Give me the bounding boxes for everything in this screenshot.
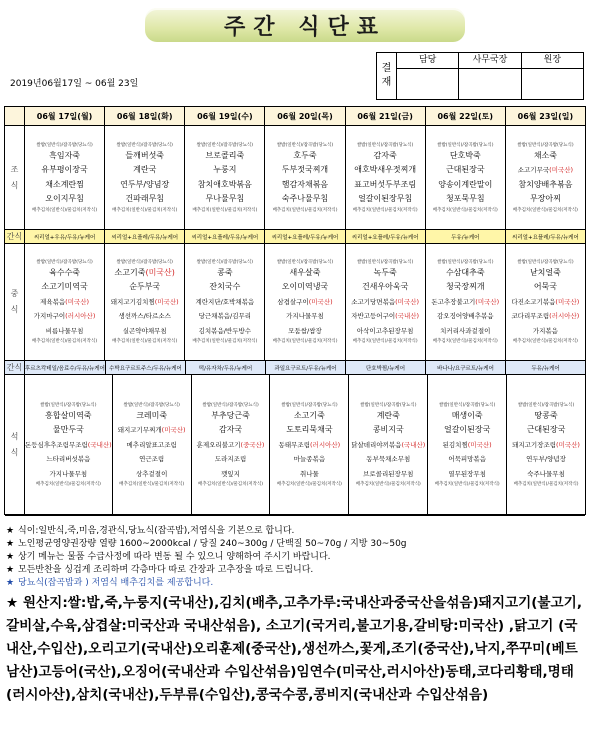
meal-label-char: 중 <box>10 289 19 298</box>
menu-item: 콩비지국 <box>372 425 404 435</box>
menu-item: 근대된장국 <box>526 425 566 435</box>
menu-item: 삼겹살구이(미국산) <box>277 297 333 306</box>
menu-item: 된김치찜(미국산) <box>442 440 492 449</box>
kimchi-note: 배추김치(일반식)/물김치(저작식) <box>352 207 418 213</box>
menu-item: 소고기죽(미국산) <box>114 267 175 277</box>
rice-note: 쌀밥(일반식)/잡곡밥(당뇨식) <box>276 142 334 148</box>
day-header: 06월 19일(수) <box>185 107 265 125</box>
origin-tag: (미국산) <box>145 267 175 277</box>
menu-item: 낟치얼죽 <box>529 267 561 277</box>
menu-item: 오이지무침 <box>45 194 84 203</box>
note-item: ★ 노인평균영양권장량 열량 1600~2000kcal / 당질 240~300g / 단백질 50~70g / 지방 30~50g <box>6 539 407 549</box>
kimchi-note: 배추김치(일반식)/물김치(저작식) <box>512 207 578 213</box>
menu-item: 아삭이고추된장무침 <box>356 326 414 335</box>
kimchi-note: 배추김치(일반식)/물김치(저작식) <box>198 482 264 488</box>
menu-item: 돼지고기김치찜(미국산) <box>110 297 179 306</box>
menu-item: 자반고등어구이(국내산) <box>351 312 420 321</box>
menu-item: 돈등심후추조림무조림(국내산) <box>25 440 112 449</box>
menu-item: 브로콜리된장무침 <box>363 469 414 478</box>
menu-item: 숙주나물무침 <box>527 469 565 478</box>
origin-tag: (러시아산) <box>310 440 341 449</box>
meal-label <box>5 244 25 360</box>
menu-item: 숙주나물무침 <box>281 194 329 203</box>
menu-item: 단호박죽 <box>449 150 481 160</box>
menu-item: 땅콩죽 <box>534 410 558 420</box>
origin-tag: (중국산) <box>240 440 265 449</box>
snack-label: 간식 <box>5 230 25 243</box>
origin-tag: (러시아산) <box>65 312 96 321</box>
day-header: 06월 21일(금) <box>346 107 426 125</box>
day-header: 06월 18일(화) <box>105 107 185 125</box>
snack-cell: 씨리얼+요플레/두유/뉴케어 <box>185 230 265 243</box>
menu-item: 애호박새우젓찌개 <box>354 165 417 174</box>
snack-cell: 씨리얼+요플레/두유/뉴케어 <box>512 234 579 241</box>
menu-item: 계란죽 <box>376 410 400 420</box>
snack-cell: 씨리얼+요플레/두유/뉴케어 <box>265 230 345 243</box>
origin-tag: (미국산) <box>65 297 90 306</box>
menu-item: 채소죽 <box>533 150 557 160</box>
menu-item: 가지나물무침 <box>49 469 88 478</box>
menu-item: 크레미죽 <box>136 410 168 420</box>
rice-note: 쌀밥(일반식)/잡곡밥(당뇨식) <box>281 402 338 408</box>
star-icon: ★ <box>6 565 15 575</box>
snack-cell: 단호박찜/뉴케어 <box>346 361 426 374</box>
menu-item: 마늘종볶음 <box>293 455 326 464</box>
menu-item: 메추리알표고조림 <box>126 440 177 449</box>
menu-item: 연두부/양념장 <box>120 179 170 189</box>
meal-label <box>5 375 25 515</box>
lunch-cell <box>265 244 345 360</box>
star-icon: ★ <box>6 539 15 549</box>
menu-item: 녹두죽 <box>373 267 397 277</box>
approval-label: 결 재 <box>377 53 397 99</box>
day-header: 06월 17일(월) <box>25 107 105 125</box>
dinner-cell <box>349 375 428 515</box>
menu-item: 호두죽 <box>293 150 317 160</box>
menu-item: 동부묵채소무침 <box>366 455 411 464</box>
rice-note: 쌀밥(일반식)/잡곡밥(당뇨식) <box>196 259 254 265</box>
rice-note: 쌀밥(일반식)/잡곡밥(당뇨식) <box>437 142 494 148</box>
origin-tag: (미국산) <box>555 297 580 306</box>
menu-item: 도라지조림 <box>214 455 247 464</box>
menu-item: 누룽지 <box>213 165 237 174</box>
day-header: 06월 22일(토) <box>426 107 506 125</box>
menu-item: 건새우아욱국 <box>361 282 409 292</box>
meal-label-char: 식 <box>10 305 19 314</box>
kimchi-note: 배추김치(일반식)/물김치(저작식) <box>276 482 342 488</box>
kimchi-note: 배추김치(일반식)/물김치(저작식) <box>112 207 178 213</box>
menu-item: 두부젓국찌개 <box>281 165 329 174</box>
snack-cell: 수박요구르트주스/두유/뉴케어 <box>106 361 186 374</box>
menu-item: 브로콜리죽 <box>205 150 245 160</box>
lunch-cell <box>426 244 506 360</box>
kimchi-note: 배추김치(일반식)/물김치(저작식) <box>119 482 185 488</box>
menu-item: 어묵국 <box>533 282 557 292</box>
rice-note: 쌀밥(일반식)/잡곡밥(당뇨식) <box>356 142 414 148</box>
dinner-cell <box>270 375 349 515</box>
menu-item: 동태무조림(러시아산) <box>278 440 341 449</box>
menu-item: 훈제오리불고기(중국산) <box>196 440 265 449</box>
menu-item: 닭살데리야끼볶음(국내산) <box>351 440 426 449</box>
menu-item: 무장아찌 <box>529 194 561 203</box>
menu-item: 실곤약야채무침 <box>122 326 167 335</box>
day-header: 06월 23일(일) <box>517 111 574 121</box>
date-range: 2019년06월17일 ~ 06월 23일 <box>10 79 139 89</box>
rice-note: 쌀밥(일반식)/잡곡밥(당뇨식) <box>356 259 414 265</box>
rice-note: 쌀밥(일반식)/잡곡밥(당뇨식) <box>202 402 259 408</box>
snack-cell: 떡/유자차/두유/뉴케어 <box>186 361 266 374</box>
snack-cell: 씨리얼+요플레/두유/뉴케어 <box>346 230 426 243</box>
origin-tag: (국내산) <box>401 440 426 449</box>
breakfast-cell <box>426 126 506 229</box>
menu-item: 소고기무국(미국산) <box>517 166 574 174</box>
meal-label-char: 석 <box>10 432 19 441</box>
menu-item: 깻잎지 <box>221 469 240 478</box>
lunch-cell <box>25 244 105 360</box>
menu-item: 제육볶음(미국산) <box>40 297 90 306</box>
lunch-cell <box>185 244 265 360</box>
breakfast-cell <box>25 126 105 229</box>
dinner-cell <box>113 375 192 515</box>
menu-item: 감자죽 <box>373 150 397 160</box>
menu-item: 흥합살미역죽 <box>45 410 92 420</box>
menu-item: 다진소고기볶음(미국산) <box>511 297 580 306</box>
note-item-diabetic: ★ 당뇨식(잡곡밥과 ) 저염식 배추김치를 제공합니다. <box>6 578 214 588</box>
kimchi-note: 배추김치(일반식)/물김치(저작식) <box>355 482 421 488</box>
menu-item: 가지마구이(러시아산) <box>33 312 96 321</box>
star-icon: ★ <box>6 552 15 562</box>
menu-item: 소고기죽 <box>293 410 325 420</box>
note-item: ★ 모든반찬을 싱겁게 조리하며 각층마다 따로 간장과 고추장을 따로 드립니다. <box>6 565 314 575</box>
dinner-cell <box>507 375 585 515</box>
meal-label <box>5 126 25 229</box>
origin-tag: (국내산) <box>395 312 420 321</box>
menu-item: 표고버섯두부조림 <box>354 179 417 189</box>
menu-item: 당근채볶음/김무리 <box>198 312 252 321</box>
menu-item: 매생이죽 <box>451 410 483 420</box>
menu-item: 순두부국 <box>129 282 161 292</box>
snack-row <box>5 361 585 375</box>
menu-item: 콩죽 <box>217 267 233 277</box>
menu-item: 채소계란찜 <box>45 179 84 189</box>
star-icon: ★ <box>6 595 23 611</box>
menu-item: 연두부/양념장 <box>526 455 566 464</box>
menu-item: 가지볶음 <box>532 326 558 335</box>
kimchi-note: 배추김치(일반식)/물김치(저작식) <box>432 339 498 345</box>
menu-item: 계란국 <box>133 165 157 174</box>
kimchi-note: 배추김치(일반식)/물김치(저작식) <box>513 482 579 488</box>
page-title: 주간 식단표 <box>224 14 386 40</box>
origin-tag: (미국산) <box>549 166 574 174</box>
approval-col-staff: 담당 <box>397 53 459 99</box>
menu-item: 양송이계란말이 <box>438 179 493 189</box>
menu-item: 청포묵무침 <box>445 194 485 203</box>
menu-item: 돈고추장불고기(미국산) <box>431 297 500 306</box>
lunch-cell <box>105 244 185 360</box>
menu-item: 육수수죽 <box>49 267 81 277</box>
rice-note: 쌀밥(일반식)/잡곡밥(당뇨식) <box>517 402 575 408</box>
origin-tag: (미국산) <box>556 440 580 449</box>
kimchi-note: 배추김치(일반식)/물김치(저작식) <box>192 207 258 213</box>
kimchi-note: 배추김치(일반식)/물김치(저작식) <box>272 339 338 345</box>
note-item: ★ 상기 메뉴는 물품 수급사정에 따라 변동 될 수 있으니 양해하여 주시기 바랍니다. <box>6 552 331 562</box>
menu-item: 돼지고기무찌개(미국산) <box>117 426 186 435</box>
kimchi-note: 배추김치(일반식)/물김치(저작식) <box>512 339 578 345</box>
lunch-row <box>5 244 585 361</box>
menu-item: 감오징어양배추볶음 <box>437 312 494 321</box>
rice-note: 쌀밥(일반식)/잡곡밥(당뇨식) <box>36 142 93 148</box>
menu-item: 돼지고기장조림(미국산) <box>512 440 580 449</box>
menu-item: 부추당근죽 <box>211 410 250 420</box>
origin-tag: (국내산) <box>87 440 112 449</box>
kimchi-note: 배추김치(일반식)/물김치(저작식) <box>35 482 101 488</box>
menu-item: 감자국 <box>218 425 243 435</box>
menu-item: 잔치국수 <box>209 282 241 292</box>
menu-item: 들깨버섯죽 <box>125 150 165 160</box>
menu-item: 건파래무침 <box>125 194 165 203</box>
menu-item: 물만두국 <box>52 425 84 435</box>
menu-item: 모둠쌈/쌈장 <box>288 326 322 335</box>
menu-item: 치커리사과겉절이 <box>440 326 491 335</box>
menu-item: 상추겉절이 <box>135 469 168 478</box>
menu-item: 참치애호박볶음 <box>197 179 252 189</box>
menu-item: 김치볶음/반두방수 <box>198 326 252 335</box>
menu-item: 참치양배추볶음 <box>518 179 573 189</box>
snack-cell: 후르츠칵테일/음료수/두유/뉴케어 <box>25 361 106 374</box>
meal-label-char: 식 <box>10 180 19 190</box>
note-item: ★ 식이:일반식,죽,미음,경관식,당뇨식(잡곡밥),저염식을 기본으로 합니다. <box>6 526 295 536</box>
rice-note: 쌀밥(일반식)/잡곡밥(당뇨식) <box>517 142 574 148</box>
menu-item: 소고기당면볶음(미국산) <box>351 297 420 306</box>
menu-item: 흑임자죽 <box>49 150 81 160</box>
rice-note: 쌀밥(일반식)/잡곡밥(당뇨식) <box>360 402 417 408</box>
origin-tag: (미국산) <box>154 297 179 306</box>
menu-item: 근대된장국 <box>445 165 485 174</box>
corner-cell <box>5 107 25 125</box>
snack-cell: 씨리얼+우유/두유/뉴케어 <box>25 230 105 243</box>
menu-item: 느타리버섯볶음 <box>46 455 91 464</box>
snack-cell: 씨리얼+요플레/두유/뉴케어 <box>105 230 185 243</box>
kimchi-note: 배추김치(일반식)/물김치(저작식) <box>32 207 98 213</box>
menu-item: 얼갈이된장국 <box>443 425 491 435</box>
menu-item: 무나물무침 <box>205 194 245 203</box>
breakfast-cell <box>346 126 426 229</box>
dinner-cell <box>25 375 113 515</box>
meal-label-char: 조 <box>10 164 19 174</box>
menu-item: 새우살죽 <box>289 267 321 277</box>
star-icon: ★ <box>6 578 15 588</box>
snack-cell: 바나나/요구르트/뉴케어 <box>426 361 506 374</box>
menu-item: 취나물 <box>299 469 319 478</box>
menu-item: 계란지단/호박채볶음 <box>195 297 255 306</box>
kimchi-note: 배추김치(일반식)/물김치(저작식) <box>432 207 498 213</box>
hdr-row <box>5 107 585 126</box>
weekly-menu-table <box>4 106 586 515</box>
dinner-cell <box>428 375 507 515</box>
kimchi-note: 배추김치(일반식)/물김치(저작식) <box>272 207 338 213</box>
day-header: 06월 20일(목) <box>265 107 345 125</box>
snack-cell: 두유/뉴케어 <box>426 230 506 243</box>
rice-note: 쌀밥(일반식)/잡곡밥(당뇨식) <box>36 259 93 265</box>
menu-item: 비름나물무침 <box>45 326 84 335</box>
menu-item: 생선까스/타르소스 <box>118 312 171 321</box>
origin-tag: (미국산) <box>475 297 500 306</box>
breakfast-row <box>5 126 585 230</box>
menu-item: 코다리무조림(러시아산) <box>511 312 580 321</box>
menu-item: 도토리묵채국 <box>286 425 333 435</box>
dinner-cell <box>192 375 271 515</box>
origin-tag: (러시아산) <box>549 312 580 321</box>
snack-cell: 과일요구르트/두유/뉴케어 <box>266 361 346 374</box>
menu-item: 수삼대추죽 <box>445 267 485 277</box>
approval-col-director: 원장 <box>522 53 583 99</box>
rice-note: 쌀밥(일반식)/잡곡밥(당뇨식) <box>40 402 97 408</box>
menu-item: 어묵피망볶음 <box>448 455 486 464</box>
rice-note: 쌀밥(일반식)/잡곡밥(당뇨식) <box>517 259 574 265</box>
star-icon: ★ <box>6 526 15 536</box>
rice-note: 쌀밥(일반식)/잡곡밥(당뇨식) <box>438 402 496 408</box>
origin-tag: (미국산) <box>467 440 492 449</box>
rice-note: 쌀밥(일반식)/잡곡밥(당뇨식) <box>116 142 173 148</box>
breakfast-cell <box>506 126 585 229</box>
rice-note: 쌀밥(일반식)/잡곡밥(당뇨식) <box>116 259 173 265</box>
origin-statement: ★ 원산지:쌀:밥,죽,누룽지(국내산),김치(배추,고추가루:국내산과중국산을섞음)돼지고기(불고기,갈비살,수육,삼겹살:미국산과 국내산섞음), 소고기(국거리,불고기용,갈비탕:미국산) ,닭고기 (국내산,수입산),오리고기(국내산)오리훈제(중국산),생선까스,꽃게,조기(중국산),낙지,쭈꾸미(베트남산)고등어(국산),오징어(국내산과 수입산섞음)임연수(미국산,러시아산)동태,코다리황태,명태(러시아산),삼치(국내산),두부류(수입산),콩국수콩,콩비지(국내산과 수입산섞음) <box>6 595 582 703</box>
menu-item: 오이미역냉국 <box>281 282 329 292</box>
menu-item: 연근조림 <box>139 455 165 464</box>
title-banner <box>145 8 465 42</box>
menu-item: 유부평이장국 <box>41 165 88 174</box>
approval-box <box>376 52 584 100</box>
kimchi-note: 배추김치(일반식)/물김치(저작식) <box>32 339 98 345</box>
menu-item: 소고기미역국 <box>41 282 88 292</box>
snack-label: 간식 <box>5 361 25 374</box>
notes-section <box>6 525 586 707</box>
menu-item: 얼갈이된장무침 <box>358 194 413 203</box>
snack-cell: 두유/뉴케어 <box>531 365 560 372</box>
menu-item: 가지나물무침 <box>286 312 324 321</box>
menu-item: 청국장찌개 <box>445 282 485 292</box>
kimchi-note: 배추김치(일반식)/물김치(저작식) <box>112 339 178 345</box>
rice-note: 쌀밥(일반식)/잡곡밥(당뇨식) <box>196 142 254 148</box>
breakfast-cell <box>105 126 185 229</box>
kimchi-note: 배추김치(일반식)/물김치(저작식) <box>352 339 418 345</box>
snack-row <box>5 230 585 244</box>
menu-item: 열무된장무침 <box>448 469 486 478</box>
approval-col-secretary: 사무국장 <box>459 53 521 99</box>
origin-tag: (미국산) <box>161 426 186 435</box>
lunch-cell <box>506 244 585 360</box>
kimchi-note: 배추김치(일반식)/물김치(저작식) <box>434 482 500 488</box>
menu-item: 햄감자채볶음 <box>281 179 329 189</box>
kimchi-note: 배추김치(일반식)/물김치(저작식) <box>192 339 258 345</box>
origin-tag: (미국산) <box>395 297 420 306</box>
rice-note: 쌀밥(일반식)/잡곡밥(당뇨식) <box>437 259 494 265</box>
origin-tag: (미국산) <box>308 297 333 306</box>
meal-label-char: 식 <box>10 448 19 457</box>
lunch-cell <box>346 244 426 360</box>
rice-note: 쌀밥(일반식)/잡곡밥(당뇨식) <box>123 402 180 408</box>
breakfast-cell <box>185 126 265 229</box>
breakfast-cell <box>265 126 345 229</box>
rice-note: 쌀밥(일반식)/잡곡밥(당뇨식) <box>276 259 334 265</box>
dinner-row <box>5 375 585 516</box>
